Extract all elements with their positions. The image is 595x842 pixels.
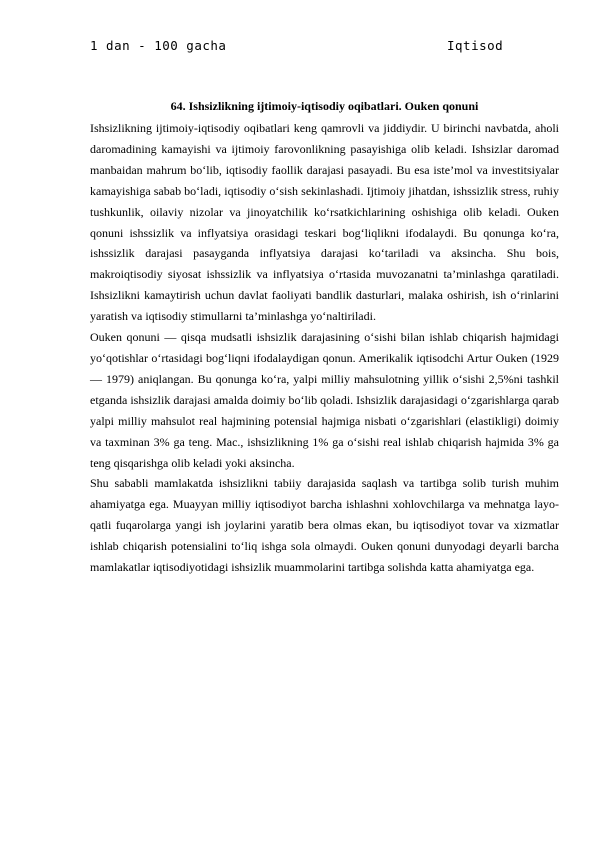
paragraph-consequences: Ishsizlikning ijtimoiy-iqtisodiy oqibatlari keng qamrovli va jiddiydir. U birinchi navbatda, aholi daromadining kamayishi va ijtimoiy farovonlikning pasayishiga olib keladi. Ishsizlar daromad manbaidan mahrum bo‘lib, iqtisodiy faollik darajasi pasayadi. Bu esa iste’mol va investitsiyalar kamayishiga sabab bo‘ladi, iqtisodiy o‘sish sekinlashadi. Ijtimoiy jihatdan, ishssizlik stress, ruhiy tushkunlik, oilaviy nizolar va jinoyatchilik ko‘rsatkichlarining oshishiga olib keladi. Ouken qonuni ishssizlik va inflyatsiya orasidagi teskari bog‘liqlikni ifodalaydi. Bu qonunga ko‘ra, ishssizlik darajasi pasayganda inflyatsiya darajasi ko‘tariladi va aksincha. Shu bois, makroiqtisodiy siyosat ishssizlik va inflyatsiya o‘rtasida muvozanatni ta’minlashga qaratiladi. Ishsizlikni kamaytirish uchun davlat faoliyati bandlik dasturlari, malaka oshirish, ish o‘rinlarini yaratish va iqtisodiy stimullarni ta’minlashga yo‘naltiriladi.: [90, 121, 559, 324]
header-subject: Iqtisod: [447, 38, 504, 53]
document-body: [90, 96, 559, 578]
section-title: 64. Ishsizlikning ijtimoiy-iqtisodiy oqibatlari. Ouken qonuni: [170, 99, 479, 113]
page-header: [90, 38, 558, 56]
header-page-range: 1 dan - 100 gacha: [90, 38, 227, 53]
paragraph-significance: Shu sababli mamlakatda ishsizlikni tabiiy darajasida saqlash va tartibga solib turish muhim ahamiyatga ega. Muayyan milliy iqtisodiyot barcha ishlashni xohlovchilarga va mehnatga layo-qatli fuqarolarga yangi ish joylarini yaratib bera olmas ekan, bu iqtisodiyot tovar va xizmatlar ishlab chiqarish potensialini to‘liq ishga sola olmaydi. Ouken qonuni dunyodagi deyarli barcha mamlakatlar iqtisodiyotidagi ishsizlik muammolarini tartibga solishda katta ahamiyatga ega.: [90, 476, 559, 575]
paragraph-okun-law: Ouken qonuni — qisqa mudsatli ishsizlik darajasining o‘sishi bilan ishlab chiqarish hajmidagi yo‘qotishlar o‘rtasidagi bog‘liqni ifodalaydigan qonun. Amerikalik iqtisodchi Artur Ouken (1929— 1979) aniqlangan. Bu qonunga ko‘ra, yalpi milliy mahsulotning yillik o‘sishi 2,5%ni tashkil etganda ishsizlik darajasi amalda doimiy bo‘lib qoladi. Ishsizlik darajasidagi o‘zgarishlarga qarab yalpi milliy mahsulot real hajmining potensial hajmiga nisbati o‘zgarishlari (elastikligi) doimiy va taxminan 3% ga teng. Mac., ishsizlikning 1% ga o‘sishi real ishlab chiqarish hajmida 3% ga teng qisqarishga olib keladi yoki aksincha.: [90, 330, 559, 470]
